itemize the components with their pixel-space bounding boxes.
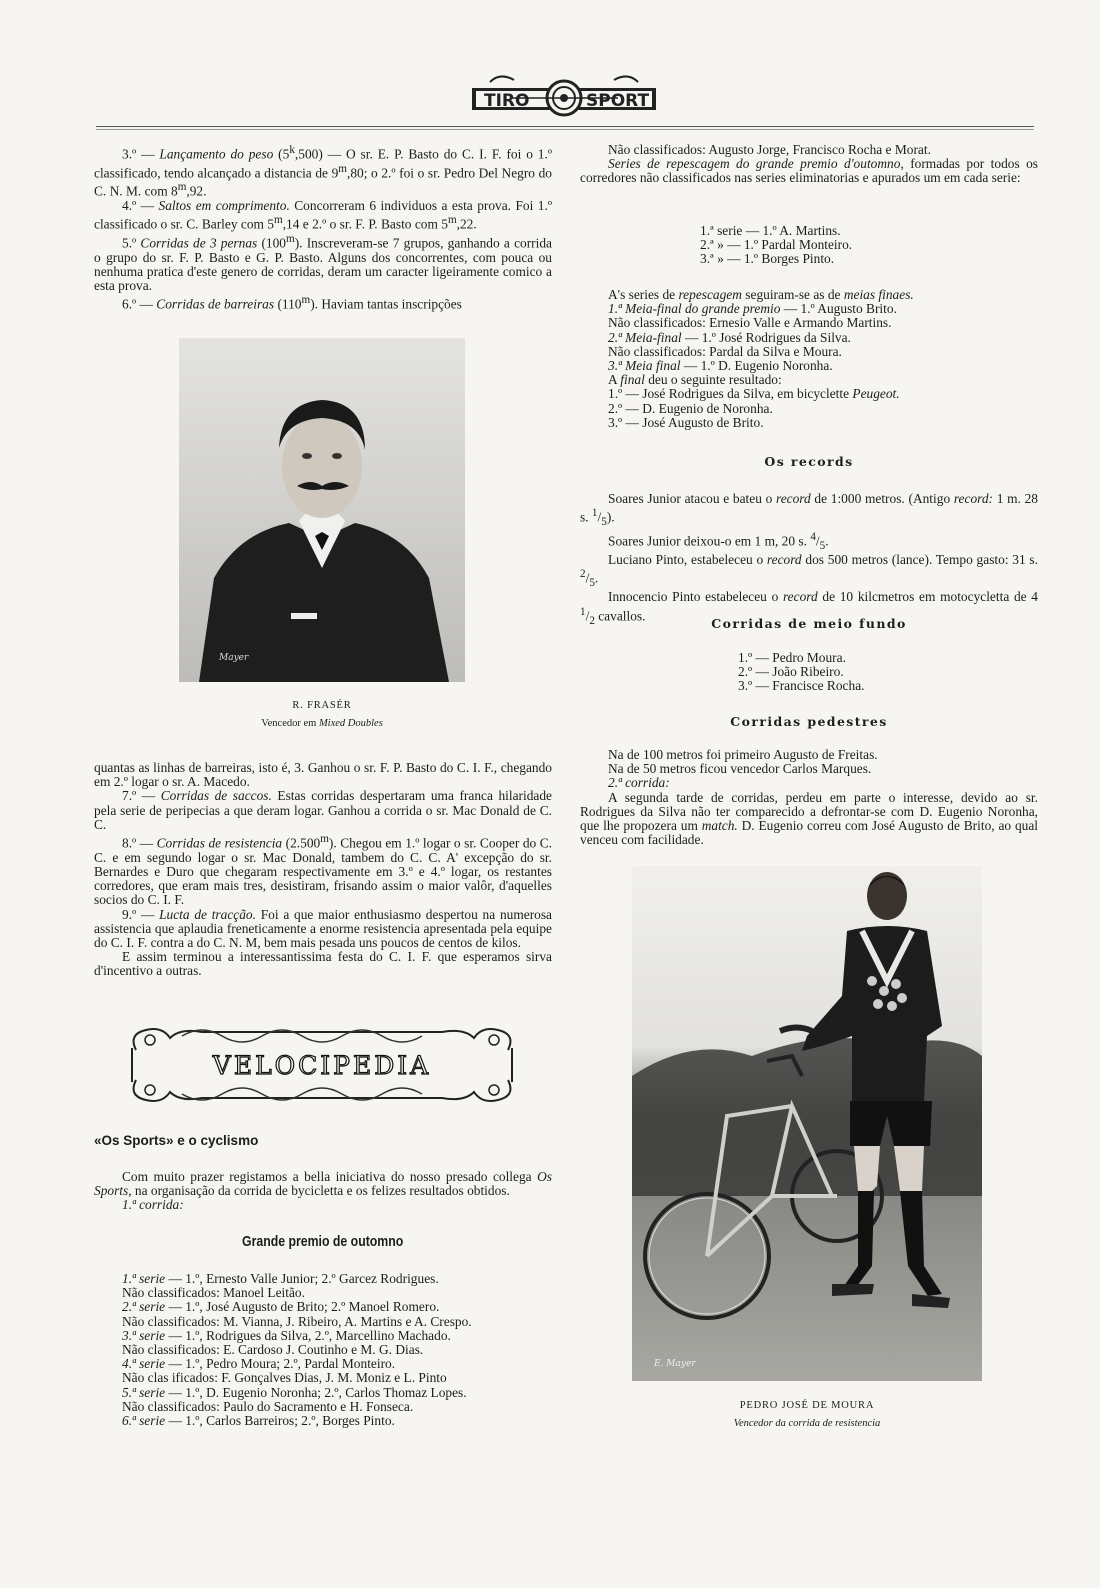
masthead-right-word: SPORT	[586, 91, 650, 111]
section-heading-records: Os records	[764, 454, 854, 469]
series-line: 2.ª serie — 1.º, José Augusto de Brito; 2.º Manoel Romero.	[122, 1299, 440, 1315]
paragraph: 1.ª corrida:	[122, 1197, 184, 1213]
series-line: Não classificados: E. Cardoso J. Coutinho e M. G. Dias.	[122, 1342, 424, 1358]
meio-fundo-results	[738, 651, 938, 694]
paragraph: E assim terminou a interessantissima festa do C. I. F. que esperamos sirva d'incentivo a outras.	[94, 949, 552, 979]
paragraph: Soares Junior atacou e bateu o record de 1:000 metros. (Antigo record: 1 m. 28 s. $^1/_5$).	[580, 491, 1038, 529]
paragraph: Com muito prazer registamos a bella iniciativa do nosso presado collega Os Sports, na organisação da corrida de bycicletta e os felizes resultados obtidos.	[94, 1169, 552, 1199]
repescagem-line: 2.ª » — 1.º Pardal Monteiro.	[700, 237, 853, 253]
right-column-top	[580, 143, 1038, 186]
masthead-left-word: TIRO	[484, 91, 530, 111]
paragraph: 9.º — Lucta de tracção. Foi a que maior enthusiasmo despertou na numerosa assistencia que aplaudia freneticamente a enorme resistencia apresentada pela equipe do C. I. F. contra a do C. N. M, bem mais pesada uns poucos de centos de kilos.	[94, 906, 553, 950]
photo-signature: E. Mayer	[654, 1359, 696, 1369]
paragraph: A final deu o seguinte resultado:	[608, 372, 782, 388]
paragraph: 4.º — Saltos em comprimento. Concorreram 6 individuos a esta prova. Foi 1.º classificado o sr. C. Barley com 5$^m$,14 e 2.º o sr. F. P. Basto com 5$^m$,22.	[94, 198, 552, 232]
paragraph: 3.º — Lançamento do peso (5$^k$,500) — O sr. E. P. Basto do C. I. F. foi o 1.º classificado, tendo alcançado a distancia de 9$^m$,80; o 2.º foi o sr. Pedro Del Negro do C. N. M. com 8$^m$,92.	[94, 144, 552, 199]
portrait-photo-frasér	[179, 338, 465, 682]
sports-intro	[94, 1170, 552, 1213]
series-line: 4.ª serie — 1.º, Pedro Moura; 2.º, Pardal Monteiro.	[122, 1356, 396, 1372]
pedestres-text	[580, 748, 1038, 847]
velocipedia-banner	[122, 1020, 522, 1110]
photo-caption-name: R. FRASÉR	[292, 700, 352, 711]
series-line: Não classificados: M. Vianna, J. Ribeiro, A. Martins e A. Crespo.	[122, 1313, 472, 1329]
section-heading-meio-fundo: Corridas de meio fundo	[711, 616, 907, 631]
paragraph: Luciano Pinto, estabeleceu o record dos 500 metros (lance). Tempo gasto: 31 s. $^2/_5$.	[580, 551, 1038, 590]
photo-caption-subtitle: Vencedor da corrida de resistencia	[733, 1418, 881, 1429]
paragraph: 2.ª corrida:	[608, 775, 670, 791]
paragraph: 5.º Corridas de 3 pernas (100$^m$). Inscreveram-se 7 grupos, ganhando a corrida o grupo do sr. F. P. Basto e G. P. Basto. Alguns dos concorrentes, com pouca ou nenhuma pratica d'este genero de corridas, deram um caracter ligeiramente comico a esta prova.	[94, 232, 552, 293]
paragraph: 6.º — Corridas de barreiras (110$^m$). Haviam tantas inscripções	[122, 294, 462, 312]
caption-subtitle-text: Vencedor em	[261, 718, 319, 729]
series-line: Não clas ificados: F. Gonçalves Dias, J. M. Moniz e L. Pinto	[122, 1370, 447, 1386]
caption-subtitle-italic: Mixed Doubles	[318, 718, 383, 729]
result-line: 3.º — Francisce Rocha.	[738, 678, 865, 694]
paragraph: 2.ª Meia-final — 1.º José Rodrigues da Silva.	[608, 329, 851, 345]
paragraph: Não classificados: Augusto Jorge, Francisco Rocha e Morat.	[608, 142, 931, 157]
semi-finals	[580, 288, 1038, 430]
cyclist-photo-moura	[632, 866, 982, 1381]
paragraph: 3.ª Meia final — 1.º D. Eugenio Noronha.	[608, 358, 833, 374]
paragraph: 1.º — José Rodrigues da Silva, em bicyclette Peugeot.	[608, 386, 900, 402]
cyclist-illustration	[632, 866, 982, 1381]
paragraph: Innocencio Pinto estabeleceu o record de 10 kilcmetros em motocycletta de 4 $^1/_2$ cavallos.	[580, 589, 1038, 627]
paragraph: 2.º — D. Eugenio de Noronha.	[608, 400, 773, 416]
records-text	[580, 492, 1038, 628]
photo-caption-subtitle	[179, 718, 465, 729]
paragraph: 8.º — Corridas de resistencia (2.500$^m$). Chegou em 1.º logar o sr. Cooper do C. C. e em segundo logar o sr. Mac Donald, tambem do C. C. A' excepção do sr. Bernardes e Duro que chegaram respectivamente em 3.º e 4.º logar, os restantes corredores, que eram mais tres, desistiram, frisando assim o maior valôr, d'aquelles socios do C. I. F.	[94, 833, 552, 908]
paragraph: Series de repescagem do grande premio d'outomno, formadas por todos os corredores não classificados nas series eliminatorias e apurados um em cada serie:	[580, 156, 1038, 186]
paragraph: Soares Junior deixou-o em 1 m, 20 s. $^4/_5$.	[608, 530, 829, 552]
left-column-middle	[94, 761, 552, 979]
paragraph: Não classificados: Ernesio Valle e Armando Martins.	[608, 315, 892, 331]
series-line: 3.ª serie — 1.º, Rodrigues da Silva, 2.º, Marcellino Machado.	[122, 1327, 451, 1343]
section-heading-os-sports: «Os Sports» e o cyclismo	[94, 1133, 259, 1148]
paragraph: A segunda tarde de corridas, perdeu em parte o interesse, devido ao sr. Rodrigues da Silva não ter comparecido a defrontar-se com D. Eugenio Noronha, que lhe propozera um match. D. Eugenio correu com José Augusto de Brito, ao qual venceu com facilidade.	[580, 789, 1038, 848]
series-results	[94, 1272, 552, 1428]
photo-caption-name: PEDRO JOSÉ DE MOURA	[739, 1400, 875, 1411]
banner-title: VELOCIPEDIA	[212, 1051, 432, 1080]
result-line: 1.º — Pedro Moura.	[738, 650, 846, 665]
left-column-top	[94, 143, 552, 312]
series-line: Não classificados: Paulo do Sacramento e H. Fonseca.	[122, 1398, 414, 1414]
paragraph: 1.ª Meia-final do grande premio — 1.º Augusto Brito.	[608, 301, 897, 317]
repescagem-list	[700, 224, 960, 267]
photo-signature: Mayer	[219, 653, 249, 663]
paragraph: Na de 50 metros ficou vencedor Carlos Marques.	[608, 761, 872, 777]
paragraph: 3.º — José Augusto de Brito.	[608, 414, 764, 430]
paragraph: Não classificados: Pardal da Silva e Moura.	[608, 343, 842, 359]
header-rule-secondary	[96, 129, 1034, 130]
section-heading-pedestres: Corridas pedestres	[730, 714, 888, 729]
series-line: 5.ª serie — 1.º, D. Eugenio Noronha; 2.º, Carlos Thomaz Lopes.	[122, 1384, 467, 1400]
paragraph: quantas as linhas de barreiras, isto é, 3. Ganhou o sr. F. P. Basto do C. I. F., chegando em 2.º logar o sr. A. Macedo.	[94, 760, 552, 790]
series-line: 6.ª serie — 1.º, Carlos Barreiros; 2.º, Borges Pinto.	[122, 1413, 395, 1429]
series-line: Não classificados: Manoel Leitão.	[122, 1285, 305, 1301]
paragraph: Na de 100 metros foi primeiro Augusto de Freitas.	[608, 747, 878, 762]
grand-prix-title: Grande premio de outomno	[242, 1233, 404, 1250]
paragraph: A's series de repescagem seguiram-se as de meias finaes.	[608, 287, 914, 302]
repescagem-line: 3.ª » — 1.º Borges Pinto.	[700, 251, 835, 267]
series-line: 1.ª serie — 1.º, Ernesto Valle Junior; 2.º Garcez Rodrigues.	[122, 1271, 439, 1286]
paragraph: 7.º — Corridas de saccos. Estas corridas despertaram uma franca hilaridade pela serie de peripecias a que deram logar. Ganhou a corrida o sr. Mac Donald de C. C.	[94, 788, 552, 832]
portrait-illustration	[179, 338, 465, 682]
header-rule	[96, 126, 1034, 127]
tiro-sport-masthead	[470, 70, 658, 118]
repescagem-line: 1.ª serie — 1.º A. Martins.	[700, 223, 841, 238]
result-line: 2.º — João Ribeiro.	[738, 664, 844, 680]
